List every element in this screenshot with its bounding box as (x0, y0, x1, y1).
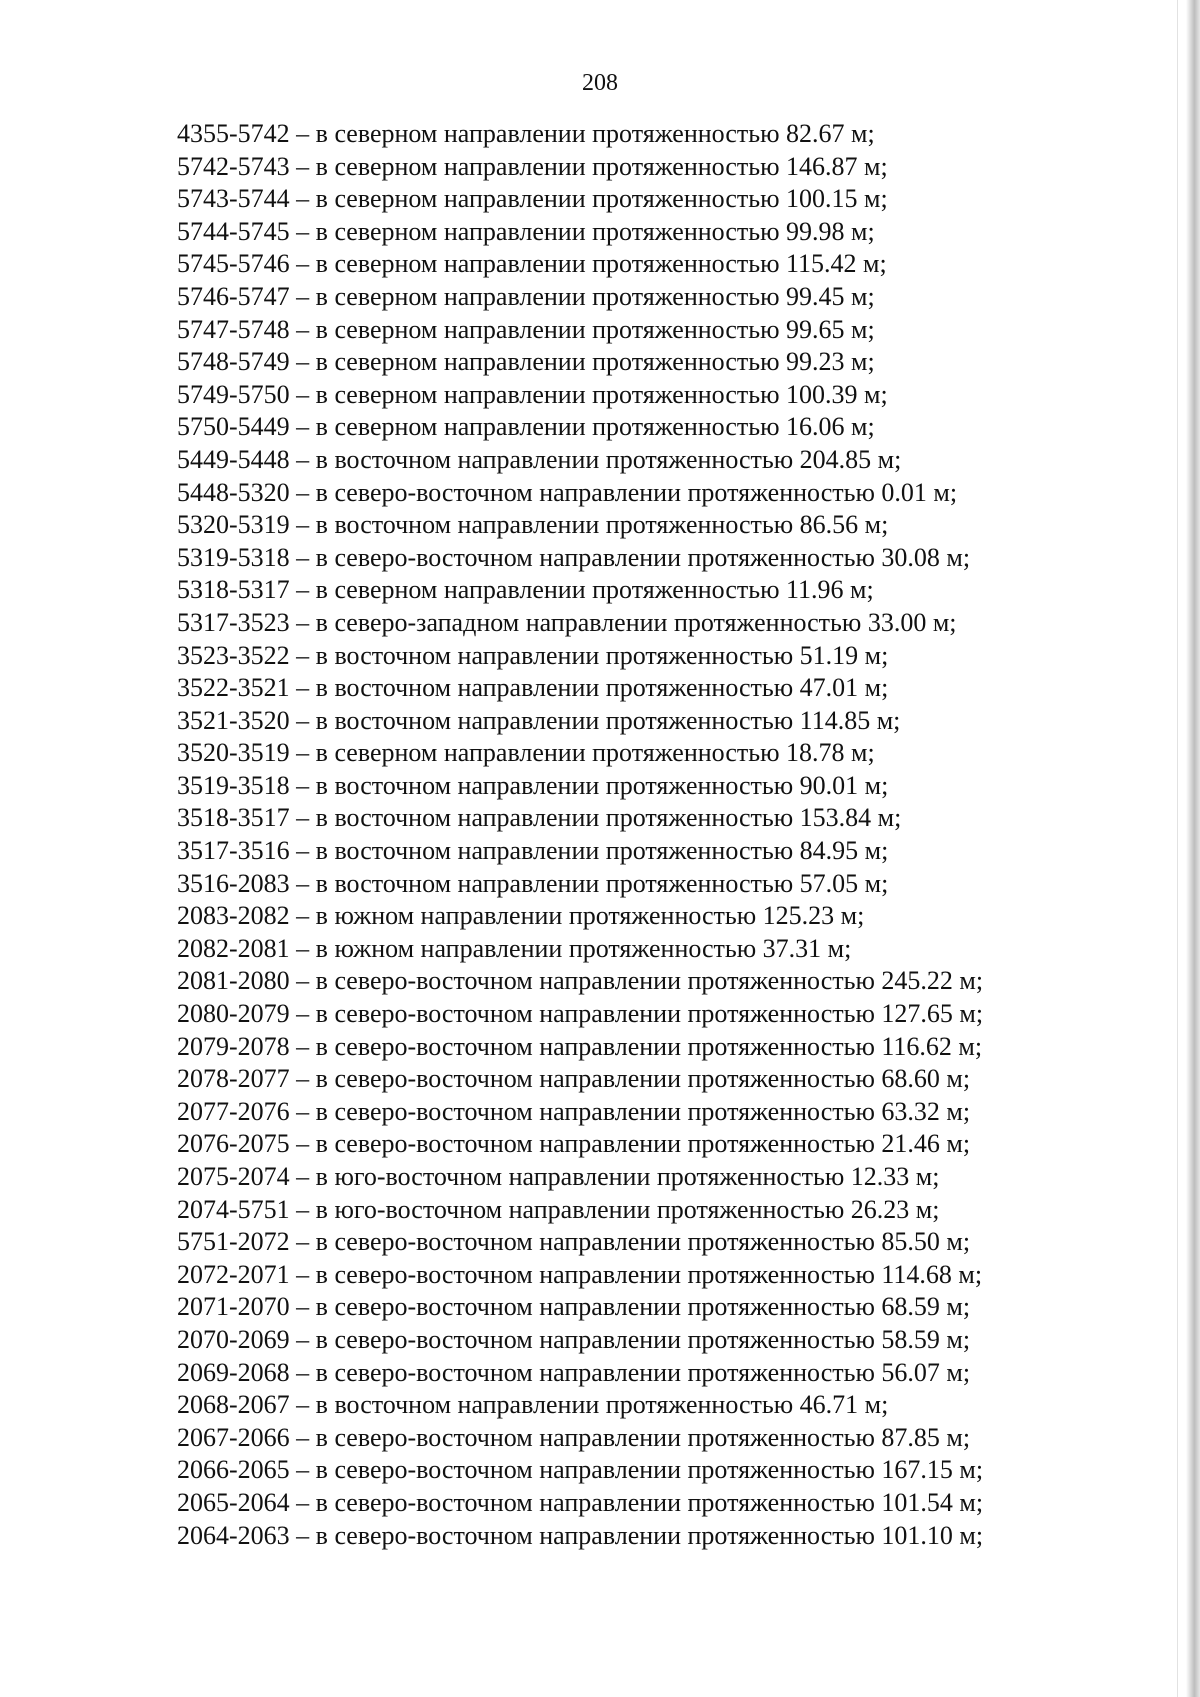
segment-range: 5743-5744 (177, 184, 290, 214)
list-item (177, 118, 1127, 151)
segment-description: – в северном направлении протяженностью 99.23 м; (296, 347, 875, 377)
segment-description: – в северо-восточном направлении протяженностью 0.01 м; (296, 477, 958, 507)
scan-edge (1186, 0, 1200, 1697)
segment-range: 2083-2082 (177, 901, 290, 931)
segment-description: – в северо-восточном направлении протяженностью 56.07 м; (296, 1357, 971, 1387)
boundary-segment-list (177, 118, 1127, 1552)
segment-description: – в северо-восточном направлении протяженностью 68.60 м; (296, 1064, 971, 1094)
list-item (177, 411, 1127, 444)
list-item (177, 672, 1127, 705)
segment-range: 2072-2071 (177, 1259, 290, 1289)
segment-range: 2079-2078 (177, 1031, 290, 1061)
segment-range: 2064-2063 (177, 1520, 290, 1550)
segment-description: – в северо-восточном направлении протяженностью 68.59 м; (296, 1292, 971, 1322)
list-item (177, 574, 1127, 607)
segment-description: – в северном направлении протяженностью 115.42 м; (296, 249, 887, 279)
segment-range: 5750-5449 (177, 412, 290, 442)
list-item (177, 802, 1127, 835)
segment-description: – в северном направлении протяженностью 146.87 м; (296, 151, 888, 181)
list-item (177, 1291, 1127, 1324)
segment-range: 5742-5743 (177, 151, 290, 181)
segment-range: 5320-5319 (177, 510, 290, 540)
segment-description: – в северо-восточном направлении протяженностью 114.68 м; (296, 1259, 983, 1289)
list-item (177, 248, 1127, 281)
segment-range: 2070-2069 (177, 1324, 290, 1354)
list-item (177, 314, 1127, 347)
segment-description: – в восточном направлении протяженностью 84.95 м; (296, 836, 889, 866)
list-item (177, 640, 1127, 673)
segment-range: 2071-2070 (177, 1292, 290, 1322)
list-item (177, 477, 1127, 510)
segment-description: – в северном направлении протяженностью 100.15 м; (296, 184, 888, 214)
segment-description: – в северо-восточном направлении протяженностью 21.46 м; (296, 1129, 971, 1159)
segment-description: – в северо-восточном направлении протяженностью 58.59 м; (296, 1324, 971, 1354)
segment-range: 5748-5749 (177, 347, 290, 377)
segment-range: 2074-5751 (177, 1194, 290, 1224)
list-item (177, 1161, 1127, 1194)
list-item (177, 509, 1127, 542)
segment-description: – в северо-восточном направлении протяженностью 63.32 м; (296, 1096, 971, 1126)
segment-range: 3520-3519 (177, 738, 290, 768)
segment-description: – в юго-восточном направлении протяженностью 12.33 м; (296, 1162, 940, 1191)
list-item (177, 1422, 1127, 1455)
segment-description: – в юго-восточном направлении протяженностью 26.23 м; (296, 1194, 940, 1224)
list-item (177, 900, 1127, 933)
segment-range: 3522-3521 (177, 673, 290, 703)
segment-range: 4355-5742 (177, 119, 290, 148)
list-item (177, 346, 1127, 379)
segment-description: – в южном направлении протяженностью 37.31 м; (296, 933, 852, 963)
list-item (177, 183, 1127, 216)
segment-range: 2075-2074 (177, 1162, 290, 1191)
segment-description: – в северном направлении протяженностью 100.39 м; (296, 379, 888, 409)
list-item (177, 444, 1127, 477)
list-item (177, 216, 1127, 249)
segment-range: 2068-2067 (177, 1390, 290, 1420)
list-item (177, 770, 1127, 803)
list-item (177, 965, 1127, 998)
segment-range: 5318-5317 (177, 575, 290, 605)
list-item (177, 1194, 1127, 1227)
scan-edge-line (1177, 0, 1178, 1697)
segment-range: 3521-3520 (177, 705, 290, 735)
segment-range: 2078-2077 (177, 1064, 290, 1094)
segment-description: – в южном направлении протяженностью 125.23 м; (296, 901, 865, 931)
list-item (177, 1487, 1127, 1520)
list-item (177, 542, 1127, 575)
list-item (177, 379, 1127, 412)
segment-description: – в северном направлении протяженностью 99.98 м; (296, 216, 875, 246)
list-item (177, 1324, 1127, 1357)
segment-range: 2076-2075 (177, 1129, 290, 1159)
list-item (177, 1389, 1127, 1422)
list-item (177, 1357, 1127, 1390)
segment-description: – в северном направлении протяженностью 82.67 м; (296, 119, 875, 148)
page-number: 208 (582, 70, 618, 96)
segment-description: – в восточном направлении протяженностью 114.85 м; (296, 705, 901, 735)
segment-range: 2081-2080 (177, 966, 290, 996)
segment-range: 5745-5746 (177, 249, 290, 279)
segment-description: – в северо-восточном направлении протяженностью 87.85 м; (296, 1422, 971, 1452)
list-item (177, 151, 1127, 184)
segment-description: – в северо-восточном направлении протяженностью 101.10 м; (296, 1520, 984, 1550)
segment-description: – в восточном направлении протяженностью 90.01 м; (296, 770, 889, 800)
segment-description: – в северо-восточном направлении протяженностью 30.08 м; (296, 542, 971, 572)
segment-range: 5746-5747 (177, 281, 290, 311)
segment-description: – в северо-восточном направлении протяженностью 127.65 м; (296, 999, 984, 1029)
segment-description: – в северном направлении протяженностью 18.78 м; (296, 738, 875, 768)
segment-range: 5751-2072 (177, 1227, 290, 1257)
list-item (177, 998, 1127, 1031)
segment-description: – в восточном направлении протяженностью 153.84 м; (296, 803, 902, 833)
list-item (177, 607, 1127, 640)
list-item (177, 1454, 1127, 1487)
segment-range: 5744-5745 (177, 216, 290, 246)
segment-range: 3517-3516 (177, 836, 290, 866)
segment-range: 2067-2066 (177, 1422, 290, 1452)
list-item (177, 281, 1127, 314)
segment-description: – в восточном направлении протяженностью 46.71 м; (296, 1390, 889, 1420)
list-item (177, 1128, 1127, 1161)
segment-range: 5319-5318 (177, 542, 290, 572)
segment-description: – в северном направлении протяженностью 11.96 м; (296, 575, 874, 605)
segment-range: 5449-5448 (177, 444, 290, 474)
list-item (177, 1226, 1127, 1259)
segment-description: – в северо-восточном направлении протяженностью 116.62 м; (296, 1031, 983, 1061)
segment-description: – в северо-восточном направлении протяженностью 167.15 м; (296, 1455, 984, 1485)
segment-range: 5448-5320 (177, 477, 290, 507)
list-item (177, 1259, 1127, 1292)
list-item (177, 737, 1127, 770)
segment-range: 3523-3522 (177, 640, 290, 670)
segment-range: 2077-2076 (177, 1096, 290, 1126)
segment-range: 3519-3518 (177, 770, 290, 800)
segment-description: – в северо-восточном направлении протяженностью 245.22 м; (296, 966, 984, 996)
segment-description: – в северном направлении протяженностью 99.65 м; (296, 314, 875, 344)
segment-description: – в восточном направлении протяженностью 86.56 м; (296, 510, 889, 540)
segment-range: 5747-5748 (177, 314, 290, 344)
list-item (177, 705, 1127, 738)
segment-description: – в северном направлении протяженностью 99.45 м; (296, 281, 875, 311)
segment-range: 5749-5750 (177, 379, 290, 409)
segment-description: – в восточном направлении протяженностью 47.01 м; (296, 673, 889, 703)
segment-description: – в восточном направлении протяженностью 57.05 м; (296, 868, 889, 898)
list-item (177, 1063, 1127, 1096)
segment-description: – в северо-западном направлении протяженностью 33.00 м; (296, 607, 957, 637)
segment-description: – в северо-восточном направлении протяженностью 101.54 м; (296, 1487, 984, 1517)
list-item (177, 868, 1127, 901)
segment-description: – в северо-восточном направлении протяженностью 85.50 м; (296, 1227, 971, 1257)
segment-range: 2069-2068 (177, 1357, 290, 1387)
list-item (177, 1520, 1127, 1553)
segment-description: – в северном направлении протяженностью 16.06 м; (296, 412, 875, 442)
segment-range: 2082-2081 (177, 933, 290, 963)
segment-range: 2080-2079 (177, 999, 290, 1029)
segment-range: 5317-3523 (177, 607, 290, 637)
segment-range: 3518-3517 (177, 803, 290, 833)
segment-range: 3516-2083 (177, 868, 290, 898)
list-item (177, 1096, 1127, 1129)
segment-description: – в восточном направлении протяженностью 204.85 м; (296, 444, 902, 474)
list-item (177, 1031, 1127, 1064)
segment-range: 2065-2064 (177, 1487, 290, 1517)
list-item (177, 933, 1127, 966)
segment-description: – в восточном направлении протяженностью 51.19 м; (296, 640, 889, 670)
segment-range: 2066-2065 (177, 1455, 290, 1485)
list-item (177, 835, 1127, 868)
